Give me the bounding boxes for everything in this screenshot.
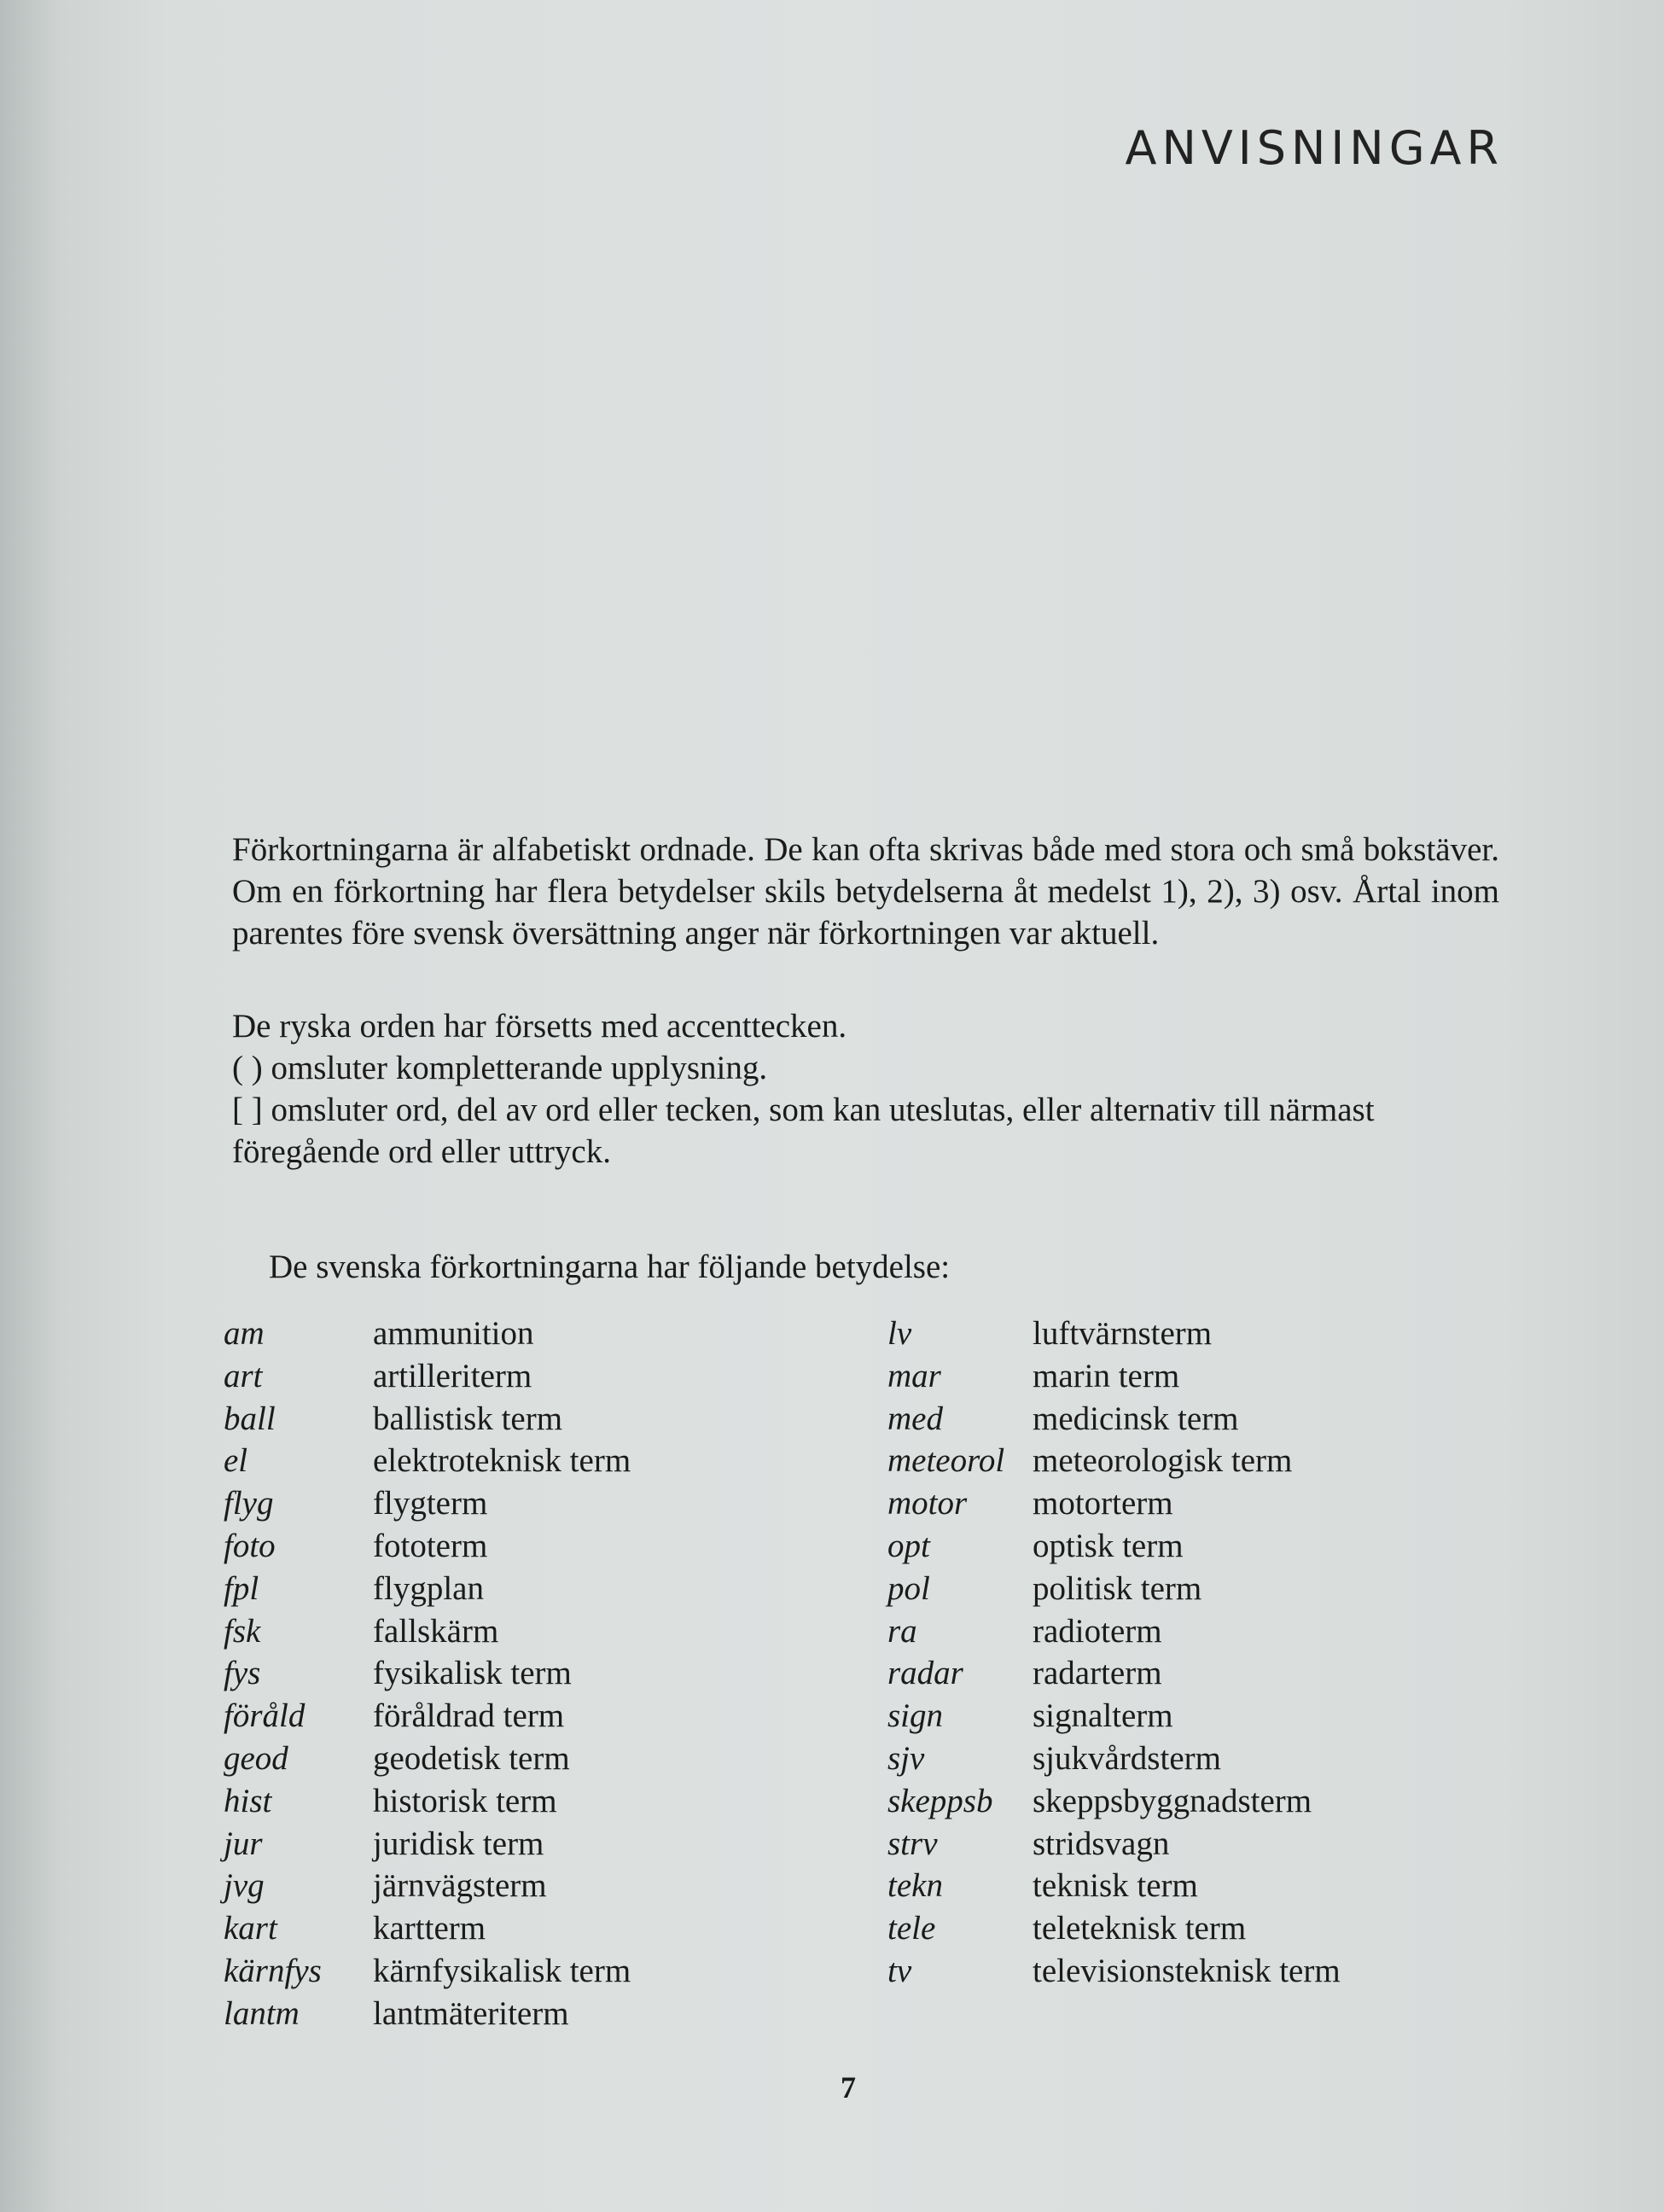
abbreviation-meaning: optisk term	[1033, 1527, 1184, 1564]
abbreviation-meaning: flygterm	[373, 1485, 488, 1522]
abbreviation-term: el	[224, 1442, 248, 1480]
abbreviation-row	[224, 1525, 631, 1568]
abbreviations-intro: De svenska förkortningarna har följande betydelse:	[269, 1249, 951, 1285]
abbreviation-term: am	[224, 1315, 265, 1352]
notation-line-accent: De ryska orden har försetts med accenttecken.	[232, 1008, 847, 1045]
abbreviation-term: art	[224, 1357, 263, 1394]
abbreviation-row	[887, 1398, 1341, 1441]
abbreviation-term: tele	[887, 1910, 936, 1947]
abbreviation-term: sign	[887, 1697, 944, 1735]
abbreviation-row	[887, 1482, 1341, 1525]
abbreviation-row	[887, 1525, 1341, 1568]
abbreviation-meaning: meteorologisk term	[1033, 1442, 1293, 1480]
abbreviation-term: jur	[224, 1825, 263, 1862]
abbreviation-meaning: stridsvagn	[1033, 1825, 1170, 1862]
abbreviation-row	[224, 1568, 631, 1610]
abbreviation-term: geod	[224, 1739, 288, 1777]
abbreviation-row	[224, 1738, 631, 1780]
notation-paragraph	[232, 1005, 1499, 1173]
abbreviation-term: tekn	[887, 1867, 943, 1905]
abbreviation-meaning: fallskärm	[373, 1612, 499, 1650]
abbreviation-meaning: radioterm	[1033, 1612, 1162, 1650]
abbreviation-meaning: lantmäteriterm	[373, 1994, 569, 2032]
abbreviation-term: meteorol	[887, 1442, 1005, 1480]
abbreviation-row	[887, 1313, 1341, 1355]
abbreviation-row	[224, 1695, 631, 1738]
abbreviation-row	[887, 1907, 1341, 1950]
abbreviation-meaning: medicinsk term	[1033, 1400, 1239, 1437]
abbreviation-meaning: artilleriterm	[373, 1357, 532, 1394]
abbreviation-row	[887, 1823, 1341, 1866]
abbreviation-term: strv	[887, 1825, 938, 1862]
abbreviation-meaning: politisk term	[1033, 1569, 1202, 1607]
abbreviation-term: pol	[887, 1569, 930, 1607]
abbreviation-row	[887, 1440, 1341, 1482]
abbreviation-term: lv	[887, 1315, 912, 1352]
abbreviation-meaning: kärnfysikalisk term	[373, 1952, 631, 1989]
abbreviation-term: fpl	[224, 1569, 259, 1607]
abbreviation-meaning: motorterm	[1033, 1485, 1173, 1522]
abbreviation-row	[224, 1993, 631, 2035]
abbreviation-row	[887, 1652, 1341, 1695]
abbreviation-term: skeppsb	[887, 1782, 993, 1819]
abbreviation-term: hist	[224, 1782, 272, 1819]
abbreviation-row	[224, 1823, 631, 1866]
abbreviation-meaning: kartterm	[373, 1910, 486, 1947]
abbreviation-term: jvg	[224, 1867, 265, 1905]
abbreviation-term: ra	[887, 1612, 917, 1650]
abbreviation-row	[224, 1355, 631, 1398]
abbreviation-meaning: teknisk term	[1033, 1867, 1198, 1905]
abbreviation-meaning: luftvärnsterm	[1033, 1315, 1213, 1352]
abbreviation-term: opt	[887, 1527, 930, 1564]
abbreviation-row	[887, 1950, 1341, 1993]
abbreviation-term: tv	[887, 1952, 912, 1989]
abbreviation-list-left	[224, 1313, 631, 2035]
abbreviation-row	[887, 1355, 1341, 1398]
abbreviation-meaning: radarterm	[1033, 1655, 1162, 1692]
abbreviation-term: mar	[887, 1357, 941, 1394]
abbreviation-row	[887, 1780, 1341, 1823]
abbreviation-term: fsk	[224, 1612, 261, 1650]
abbreviation-term: flyg	[224, 1485, 274, 1522]
abbreviation-meaning: sjukvårdsterm	[1033, 1739, 1221, 1777]
abbreviation-term: med	[887, 1400, 943, 1437]
abbreviation-row	[887, 1610, 1341, 1653]
abbreviation-meaning: ballistisk term	[373, 1400, 563, 1437]
page-title: ANVISNINGAR	[1125, 121, 1504, 175]
abbreviation-list-right	[887, 1313, 1341, 1993]
abbreviation-meaning: teleteknisk term	[1033, 1910, 1247, 1947]
notation-line-parentheses: ( ) omsluter kompletterande upplysning.	[232, 1050, 768, 1086]
abbreviation-row	[224, 1865, 631, 1907]
abbreviation-meaning: ammunition	[373, 1315, 534, 1352]
abbreviation-meaning: föråldrad term	[373, 1697, 565, 1735]
abbreviation-row	[224, 1313, 631, 1355]
abbreviation-meaning: elektroteknisk term	[373, 1442, 631, 1480]
abbreviation-term: kart	[224, 1910, 277, 1947]
abbreviation-meaning: historisk term	[373, 1782, 557, 1819]
abbreviation-term: foto	[224, 1527, 276, 1564]
abbreviation-row	[224, 1398, 631, 1441]
instructions-paragraph: Förkortningarna är alfabetiskt ordnade. De kan ofta skrivas både med stora och små bokstäver. Om en förkortning har flera betydelser skils betydelserna åt medelst 1), 2), 3) osv. Årtal inom parentes före svensk översättning anger när förkortningen var aktuell.	[232, 831, 1499, 952]
abbreviation-meaning: järnvägsterm	[373, 1867, 547, 1905]
abbreviation-term: radar	[887, 1655, 963, 1692]
abbreviation-row	[224, 1440, 631, 1482]
abbreviation-row	[887, 1738, 1341, 1780]
abbreviation-meaning: televisionsteknisk term	[1033, 1952, 1341, 1989]
abbreviation-row	[224, 1652, 631, 1695]
abbreviation-row	[224, 1610, 631, 1653]
abbreviation-meaning: fysikalisk term	[373, 1655, 572, 1692]
page-number: 7	[841, 2070, 856, 2104]
page-binding-shadow	[0, 0, 60, 2212]
abbreviation-meaning: flygplan	[373, 1569, 484, 1607]
abbreviation-term: sjv	[887, 1739, 925, 1777]
abbreviation-row	[887, 1695, 1341, 1738]
abbreviation-row	[224, 1950, 631, 1993]
abbreviation-term: fys	[224, 1655, 261, 1692]
notation-line-brackets: [ ] omsluter ord, del av ord eller tecken, som kan uteslutas, eller alternativ till närmast föregående ord eller uttryck.	[232, 1091, 1375, 1170]
abbreviation-meaning: marin term	[1033, 1357, 1180, 1394]
abbreviation-term: lantm	[224, 1994, 300, 2032]
abbreviation-row	[887, 1865, 1341, 1907]
abbreviation-meaning: geodetisk term	[373, 1739, 570, 1777]
abbreviation-term: föråld	[224, 1697, 305, 1735]
abbreviation-row	[224, 1780, 631, 1823]
abbreviation-meaning: juridisk term	[373, 1825, 544, 1862]
abbreviation-row	[224, 1482, 631, 1525]
abbreviation-row	[887, 1568, 1341, 1610]
abbreviation-meaning: fototerm	[373, 1527, 488, 1564]
abbreviation-term: motor	[887, 1485, 968, 1522]
abbreviation-meaning: skeppsbyggnadsterm	[1033, 1782, 1312, 1819]
abbreviation-term: ball	[224, 1400, 276, 1437]
abbreviation-term: kärnfys	[224, 1952, 322, 1989]
abbreviation-row	[224, 1907, 631, 1950]
abbreviation-meaning: signalterm	[1033, 1697, 1173, 1735]
